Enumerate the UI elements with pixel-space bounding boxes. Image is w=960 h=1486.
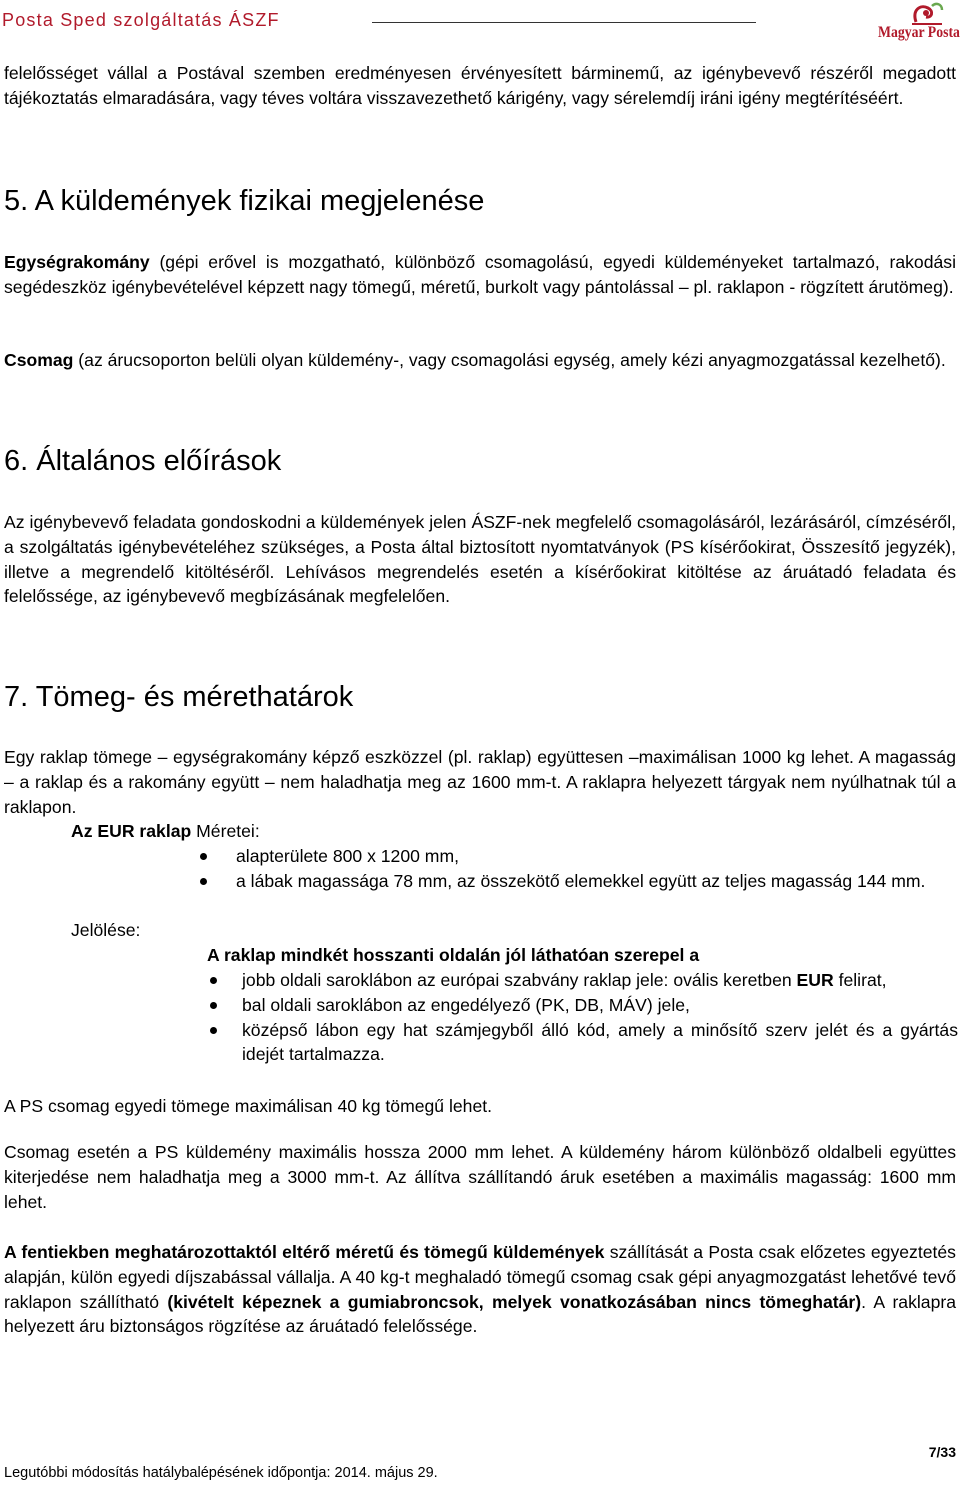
bullet-icon [210,1002,217,1009]
bullet-icon [200,853,207,860]
footer-effective-date: Legutóbbi módosítás hatálybalépésének időpontja: 2014. május 29. [4,1465,438,1481]
section-5-paragraph-1 [4,250,956,300]
list-item: középső lábon egy hat számjegyből álló kód, amely a minősítő szerv jelét és a gyártás idejét tartalmazza. [242,1018,958,1068]
list-item: jobb oldali saroklábon az európai szabvány raklap jele: ovális keretben EUR felirat, [242,968,958,993]
page-number: 7/33 [928,1444,956,1460]
bullet-icon [200,878,207,885]
special-shipments-paragraph: A fentiekben meghatározottaktól eltérő méretű és tömegű küldemények szállítását a Posta csak előzetes egyeztetés alapján, külön egyedi díjszabással vállalja. A 40 kg-t meghaladó tömegű csomag csak gépi anyagmozgatást lehetővé tevő raklapon szállítható (kivételt képeznek a gumiabroncsok, melyek vonatkozásában nincs tömeghatár). A raklapra helyezett áru biztonságos rögzítése az áruátadó felelőssége. [4,1242,957,1337]
definition-text: (gépi erővel is mozgatható, különböző csomagolású, egyedi küldeményeket tartalmazó, rakodási segédeszköz igénybevételével képzett nagy tömegű, méretű, burkolt vagy pántolással – pl. raklapon - rögzített árutömeg). [4,252,956,297]
posthorn-icon [872,0,956,26]
package-size-paragraph: Csomag esetén a PS küldemény maximális hossza 2000 mm lehet. A küldemény három különböző oldalbeli együttes kiterjedése nem haladhatja meg a 3000 mm-t. Az állítva szállítandó áruk esetében a maximális magasság: 1600 mm lehet. [4,1142,956,1212]
list-item: a lábak magassága 78 mm, az összekötő elemekkel együtt az teljes magasság 144 mm. [236,869,958,894]
section-7-paragraph-1: Egy raklap tömege – egységrakomány képző eszközzel (pl. raklap) együttesen –maximálisan 1000 kg lehet. A magasság – a raklap és a rakomány együtt – nem haladhatja meg az 1600 mm-t. A raklapra helyezett tárgyak nem nyúlhatnak túl a raklapon. [4,747,956,817]
intro-paragraph: felelősséget vállal a Postával szemben eredményesen érvényesített bárminemű, az igénybevevő részéről megadott tájékoztatás elmaradására, vagy téves voltára visszavezethető kárigény, vagy sérelemdíj iráni igény megtérítéséért. [4,63,956,108]
section-6-heading: 6. Általános előírások [4,445,282,477]
marking-list [242,968,958,1067]
term-csomag: Csomag [4,350,74,370]
eur-pallet-label [71,819,771,844]
logo-text: Magyar Posta [878,24,960,41]
section-6-paragraph: Az igénybevevő feladata gondoskodni a küldemények jelen ÁSZF-nek megfelelő csomagolásáról, lezárásáról, címzéséről, a szolgáltatás igénybevételéhez szükséges, a Posta által biztosított nyomtatványok (PS kísérőokirat, Összesítő jegyzék), illetve a megrendelő kitöltéséről. Lehívásos megrendelés esetén a kísérőokirat kitöltése az áruátadó feladata és felelőssége, az igénybevevő megbízásának megfelelően. [4,512,956,607]
definition-text: (az árucsoporton belüli olyan küldemény-, vagy csomagolási egység, amely kézi anyagmozgatással kezelhető). [73,350,946,370]
eur-pallet-rest: Méretei: [191,821,260,841]
header-rule [372,22,756,23]
page-header [0,0,960,50]
magyar-posta-logo [872,0,960,50]
jeloles-label: Jelölése: [71,920,141,940]
marking-intro: A raklap mindkét hosszanti oldalán jól láthatóan szerepel a [207,945,700,965]
section-5-heading: 5. A küldemények fizikai megjelenése [4,185,485,217]
list-item: bal oldali saroklábon az engedélyező (PK, DB, MÁV) jele, [242,993,958,1018]
eur-dimensions-list [236,844,958,894]
bullet-icon [210,1027,217,1034]
document-title: Posta Sped szolgáltatás ÁSZF [2,10,280,30]
ps-weight-paragraph: A PS csomag egyedi tömege maximálisan 40 kg tömegű lehet. [4,1096,493,1116]
section-5-paragraph-2 [4,348,956,373]
list-item: alapterülete 800 x 1200 mm, [236,844,958,869]
bullet-icon [210,977,217,984]
term-egysegrakomany: Egységrakomány [4,252,150,272]
section-7-heading: 7. Tömeg- és mérethatárok [4,681,354,713]
eur-pallet-term: Az EUR raklap [71,821,192,841]
